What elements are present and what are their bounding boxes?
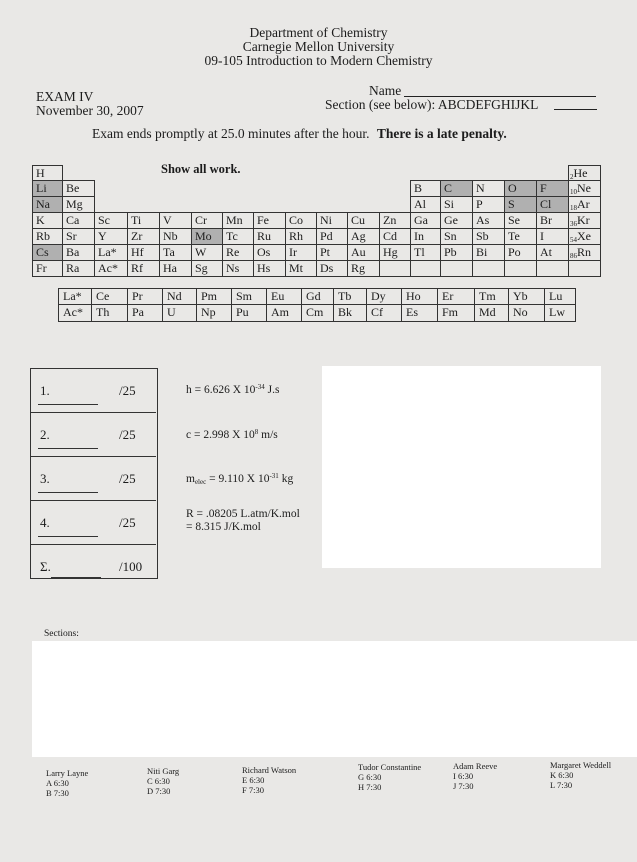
element-cell-al: Al <box>410 196 441 213</box>
instructor-entry <box>46 768 88 798</box>
element-cell-in: In <box>410 228 441 245</box>
element-cell-ce: Ce <box>91 288 128 305</box>
element-cell-li: Li <box>32 180 63 197</box>
element-cell-empty <box>504 260 537 277</box>
element-cell-zr: Zr <box>127 228 160 245</box>
element-cell-c: C <box>440 180 473 197</box>
element-cell-empty <box>440 260 473 277</box>
section-time: B 7:30 <box>46 788 69 798</box>
element-cell-ag: Ag <box>347 228 380 245</box>
element-cell-ni: Ni <box>316 212 348 229</box>
element-cell-lw: Lw <box>544 304 576 322</box>
element-cell-y: Y <box>94 228 128 245</box>
element-cell-ds: Ds <box>316 260 348 277</box>
instructor-entry <box>358 762 421 792</box>
element-cell-tc: Tc <box>222 228 254 245</box>
element-cell-rh: Rh <box>285 228 317 245</box>
element-cell-rg: Rg <box>347 260 380 277</box>
element-cell-cf: Cf <box>366 304 402 322</box>
element-cell-tb: Tb <box>333 288 367 305</box>
element-cell-es: Es <box>401 304 438 322</box>
department-title: Department of Chemistry <box>249 25 388 40</box>
gas-constant-line2: = 8.315 J/K.mol <box>186 521 261 533</box>
planck-constant: h = 6.626 X $10^{-34}$ J.s <box>186 383 280 396</box>
element-cell-pu: Pu <box>231 304 267 322</box>
element-cell-re: Re <box>222 244 254 261</box>
element-cell-nb: Nb <box>159 228 192 245</box>
element-cell-ir: Ir <box>285 244 317 261</box>
score-row-2 <box>31 413 156 457</box>
instructor-entry <box>147 766 179 796</box>
element-cell-cu: Cu <box>347 212 380 229</box>
score-row-label: 4. <box>40 515 50 530</box>
score-row-3 <box>31 457 156 501</box>
element-cell-ru: Ru <box>253 228 286 245</box>
element-cell-as: As <box>472 212 505 229</box>
element-cell-o: O <box>504 180 537 197</box>
instructor-entry <box>550 760 611 790</box>
element-cell-pb: Pb <box>440 244 473 261</box>
element-cell-empty <box>379 260 411 277</box>
element-cell-zn: Zn <box>379 212 411 229</box>
show-work-text: Show all work. <box>161 162 241 176</box>
score-row-4 <box>31 501 156 545</box>
element-cell-lu: Lu <box>544 288 576 305</box>
late-penalty-text: There is a late penalty. <box>376 126 507 141</box>
element-cell-fe: Fe <box>253 212 286 229</box>
gas-constant-line1: R = .08205 L.atm/K.mol <box>186 508 300 520</box>
instructor-entry <box>453 761 497 791</box>
element-cell-empty <box>410 260 441 277</box>
element-cell-sm: Sm <box>231 288 267 305</box>
element-cell-ge: Ge <box>440 212 473 229</box>
element-cell-ha: Ha <box>159 260 192 277</box>
element-cell-rn: $_{86}$Rn <box>568 244 601 261</box>
instructor-entry <box>242 765 296 795</box>
element-cell-cl: Cl <box>536 196 569 213</box>
element-cell-at: At <box>536 244 569 261</box>
sections-label: Sections: <box>44 629 79 639</box>
element-cell-po: Po <box>504 244 537 261</box>
element-cell-ba: Ba <box>62 244 95 261</box>
element-cell-pd: Pd <box>316 228 348 245</box>
element-cell-f: F <box>536 180 569 197</box>
element-cell-fr: Fr <box>32 260 63 277</box>
score-row-label: Σ. <box>40 559 51 574</box>
element-cell-tm: Tm <box>474 288 509 305</box>
element-cell-ra: Ra <box>62 260 95 277</box>
element-cell-cd: Cd <box>379 228 411 245</box>
score-row-points: /25 <box>119 471 136 486</box>
element-cell-er: Er <box>437 288 475 305</box>
element-cell-md: Md <box>474 304 509 322</box>
section-time: F 7:30 <box>242 785 264 795</box>
element-cell-n: N <box>472 180 505 197</box>
score-row-points: /25 <box>119 383 136 398</box>
element-cell-u: U <box>162 304 197 322</box>
element-cell-np: Np <box>196 304 232 322</box>
section-time: K 6:30 <box>550 770 574 780</box>
university-title: Carnegie Mellon University <box>242 39 395 54</box>
element-cell-ar: $_{18}$Ar <box>568 196 601 213</box>
element-cell-la: La* <box>58 288 92 305</box>
section-time: J 7:30 <box>453 781 474 791</box>
element-cell-ac: Ac* <box>58 304 92 322</box>
element-cell-cs: Cs <box>32 244 63 261</box>
element-cell-mo: Mo <box>191 228 223 245</box>
instructor-name: Niti Garg <box>147 766 180 776</box>
element-cell-cr: Cr <box>191 212 223 229</box>
score-row-total <box>31 545 156 589</box>
element-cell-xe: $_{54}$Xe <box>568 228 601 245</box>
element-cell-ca: Ca <box>62 212 95 229</box>
element-cell-rb: Rb <box>32 228 63 245</box>
element-cell-hs: Hs <box>253 260 286 277</box>
speed-of-light: c = 2.998 X $10^8$ m/s <box>186 428 278 441</box>
element-cell-tl: Tl <box>410 244 441 261</box>
element-cell-na: Na <box>32 196 63 213</box>
course-title: 09-105 Introduction to Modern Chemistry <box>204 53 433 68</box>
element-cell-rf: Rf <box>127 260 160 277</box>
section-time: H 7:30 <box>358 782 382 792</box>
score-row-label: 2. <box>40 427 50 442</box>
element-cell-bk: Bk <box>333 304 367 322</box>
element-cell-yb: Yb <box>508 288 545 305</box>
element-cell-cm: Cm <box>301 304 334 322</box>
instructor-name: Adam Reeve <box>453 761 498 771</box>
instructor-name: Tudor Constantine <box>358 762 422 772</box>
element-cell-gd: Gd <box>301 288 334 305</box>
exam-ends-text: Exam ends promptly at 25.0 minutes after the hour. <box>92 126 370 141</box>
section-time: I 6:30 <box>453 771 474 781</box>
section-time: L 7:30 <box>550 780 573 790</box>
element-cell-la: La* <box>94 244 128 261</box>
element-cell-empty <box>536 260 569 277</box>
element-cell-empty <box>568 260 601 277</box>
element-cell-hf: Hf <box>127 244 160 261</box>
blank-box-sections <box>32 641 637 757</box>
instructor-name: Margaret Weddell <box>550 760 612 770</box>
element-cell-sb: Sb <box>472 228 505 245</box>
element-cell-sr: Sr <box>62 228 95 245</box>
element-cell-am: Am <box>266 304 302 322</box>
electron-mass: $m_{elec} = 9.110$ X $10^{-31}$ kg <box>186 472 294 486</box>
element-cell-p: P <box>472 196 505 213</box>
element-cell-pa: Pa <box>127 304 163 322</box>
element-cell-k: K <box>32 212 63 229</box>
score-row-points: /25 <box>119 427 136 442</box>
section-time: A 6:30 <box>46 778 69 788</box>
element-cell-ga: Ga <box>410 212 441 229</box>
element-cell-empty <box>472 260 505 277</box>
score-blank[interactable] <box>38 492 98 493</box>
element-cell-eu: Eu <box>266 288 302 305</box>
element-cell-ti: Ti <box>127 212 160 229</box>
exam-date: November 30, 2007 <box>36 103 144 118</box>
element-cell-sc: Sc <box>94 212 128 229</box>
score-row-1 <box>31 369 156 413</box>
exam-instructions <box>92 126 507 142</box>
element-cell-ac: Ac* <box>94 260 128 277</box>
element-cell-mt: Mt <box>285 260 317 277</box>
element-cell-w: W <box>191 244 223 261</box>
section-line[interactable] <box>554 109 597 110</box>
element-cell-no: No <box>508 304 545 322</box>
instructor-name: Larry Layne <box>46 768 89 778</box>
element-cell-nd: Nd <box>162 288 197 305</box>
element-cell-pt: Pt <box>316 244 348 261</box>
element-cell-ne: $_{10}$Ne <box>568 180 601 197</box>
element-cell-se: Se <box>504 212 537 229</box>
element-cell-th: Th <box>91 304 128 322</box>
element-cell-i: I <box>536 228 569 245</box>
score-blank[interactable] <box>38 404 98 405</box>
element-cell-h: H <box>32 165 63 181</box>
element-cell-he: $_2$He <box>568 165 601 181</box>
blank-box-right <box>322 366 601 568</box>
element-cell-dy: Dy <box>366 288 402 305</box>
element-cell-co: Co <box>285 212 317 229</box>
section-time: C 6:30 <box>147 776 170 786</box>
element-cell-kr: $_{36}$Kr <box>568 212 601 229</box>
element-cell-bi: Bi <box>472 244 505 261</box>
element-cell-v: V <box>159 212 192 229</box>
element-cell-ta: Ta <box>159 244 192 261</box>
element-cell-pm: Pm <box>196 288 232 305</box>
name-label: Name <box>369 83 402 98</box>
score-blank[interactable] <box>51 577 101 578</box>
section-time: E 6:30 <box>242 775 265 785</box>
instructor-name: Richard Watson <box>242 765 297 775</box>
element-cell-br: Br <box>536 212 569 229</box>
element-cell-mn: Mn <box>222 212 254 229</box>
section-label: Section (see below): ABCDEFGHIJKL <box>325 97 539 112</box>
element-cell-be: Be <box>62 180 95 197</box>
element-cell-si: Si <box>440 196 473 213</box>
element-cell-ns: Ns <box>222 260 254 277</box>
score-blank[interactable] <box>38 448 98 449</box>
element-cell-fm: Fm <box>437 304 475 322</box>
element-cell-sg: Sg <box>191 260 223 277</box>
section-time: G 6:30 <box>358 772 382 782</box>
element-cell-pr: Pr <box>127 288 163 305</box>
score-blank[interactable] <box>38 536 98 537</box>
exam-title: EXAM IV <box>36 89 94 104</box>
element-cell-s: S <box>504 196 537 213</box>
element-cell-sn: Sn <box>440 228 473 245</box>
element-cell-mg: Mg <box>62 196 95 213</box>
score-row-points: /100 <box>119 559 143 574</box>
score-row-label: 3. <box>40 471 50 486</box>
element-cell-te: Te <box>504 228 537 245</box>
element-cell-au: Au <box>347 244 380 261</box>
section-time: D 7:30 <box>147 786 171 796</box>
score-row-points: /25 <box>119 515 136 530</box>
score-table <box>30 368 158 579</box>
element-cell-os: Os <box>253 244 286 261</box>
element-cell-hg: Hg <box>379 244 411 261</box>
score-row-label: 1. <box>40 383 50 398</box>
element-cell-ho: Ho <box>401 288 438 305</box>
element-cell-b: B <box>410 180 441 197</box>
